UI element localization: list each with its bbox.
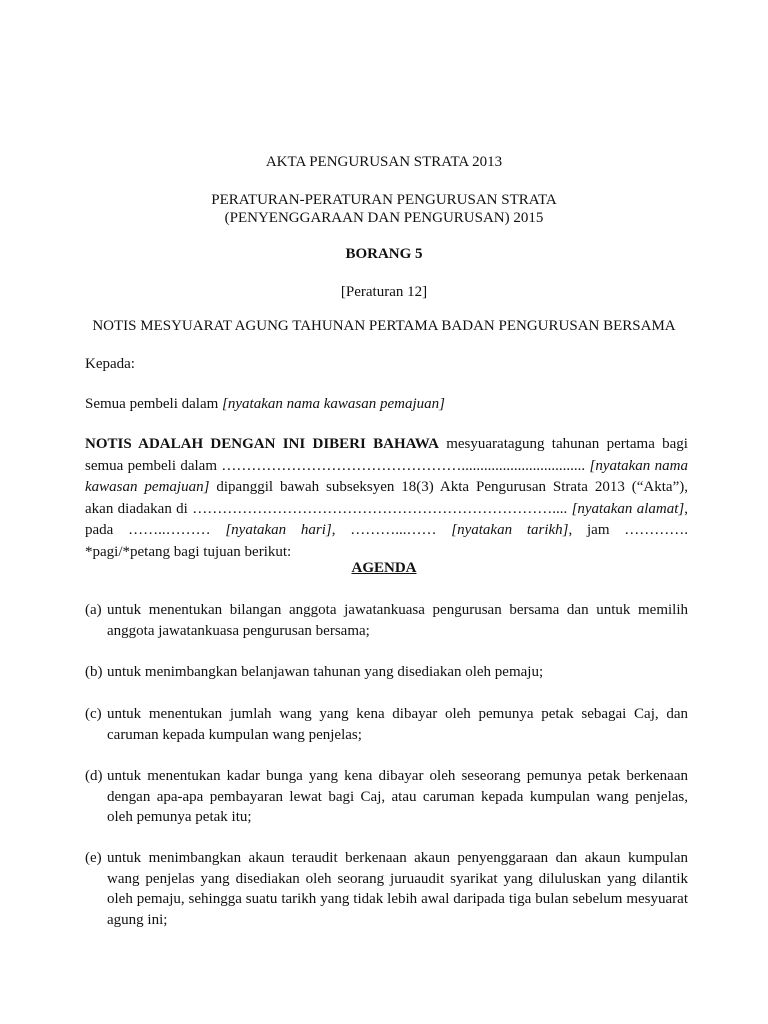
notice-text-3: , pada ……..……… [85,500,688,538]
agenda-item-label: (b) [85,664,103,680]
regulations-title-line-1: PERATURAN-PERATURAN PENGURUSAN STRATA [211,192,557,208]
agenda-item-text: untuk menentukan bilangan anggota jawatankuasa pengurusan bersama dan untuk memilih anggota jawatankuasa pengurusan bersama; [107,602,688,639]
agenda-item-label: (d) [85,768,103,784]
placeholder-date: [nyatakan tarikh] [451,522,569,538]
regulations-title-line-2: (PENYENGGARAAN DAN PENGURUSAN) 2015 [224,210,544,226]
agenda-item-label: (e) [85,850,102,866]
placeholder-day: [nyatakan hari] [225,522,332,538]
notice-paragraph [85,434,688,563]
agenda-item-text: untuk menimbangkan belanjawan tahunan yang disediakan oleh pemaju; [107,664,544,680]
notice-title: NOTIS MESYUARAT AGUNG TAHUNAN PERTAMA BADAN PENGURUSAN BERSAMA [92,318,676,334]
agenda-item-text: untuk menentukan kadar bunga yang kena dibayar oleh seseorang pemunya petak berkenaan dengan apa-apa pembayaran lewat bagi Caj, atau caruman kepada kumpulan wang penjelas, oleh pemunya petak itu; [107,768,688,825]
notice-text-4: , ………...…… [331,522,452,538]
agenda-item-text: untuk menentukan jumlah wang yang kena dibayar oleh pemunya petak sebagai Caj, dan caruman kepada kumpulan wang penjelas; [107,706,688,743]
kepada-label: Kepada: [85,356,135,372]
notice-text-5: , jam …………. *pagi/*petang bagi tujuan berikut: [85,522,688,560]
agenda-item-label: (c) [85,706,102,722]
agenda-item-e [85,848,688,930]
agenda-item-a [85,600,688,641]
notice-text-1: mesyuaratagung tahunan pertama bagi semua pembeli dalam …………………………………………................................. [85,436,688,474]
notice-text-2: dipanggil bawah subseksyen 18(3) Akta Pengurusan Strata 2013 (“Akta”), akan diadakan di ……………………………………………………………….... [85,479,688,517]
regulation-reference: [Peraturan 12] [340,284,428,300]
form-title: BORANG 5 [345,246,423,262]
act-title: AKTA PENGURUSAN STRATA 2013 [265,154,503,170]
agenda-item-d [85,766,688,828]
placeholder-address: [nyatakan alamat] [571,500,685,517]
agenda-item-c [85,704,688,745]
recipient-text: Semua pembeli dalam [85,396,223,412]
recipient-placeholder: [nyatakan nama kawasan pemajuan] [222,396,445,412]
notice-lead: NOTIS ADALAH DENGAN INI DIBERI BAHAWA [85,436,439,452]
agenda-item-text: untuk menimbangkan akaun teraudit berkenaan akaun penyenggaraan dan akaun kumpulan wang penjelas yang disediakan oleh seorang juruaudit syarikat yang diluluskan yang dilantik oleh pemaju, sehingga suatu tarikh yang tidak lebih awal daripada tiga bulan sebelum mesyuarat agung ini; [107,850,688,928]
recipient-line [85,396,445,413]
agenda-item-label: (a) [85,602,102,618]
placeholder-development-name: [nyatakan nama kawasan pemajuan] [85,457,688,495]
agenda-title: AGENDA [351,560,417,576]
agenda-item-b [85,662,688,683]
